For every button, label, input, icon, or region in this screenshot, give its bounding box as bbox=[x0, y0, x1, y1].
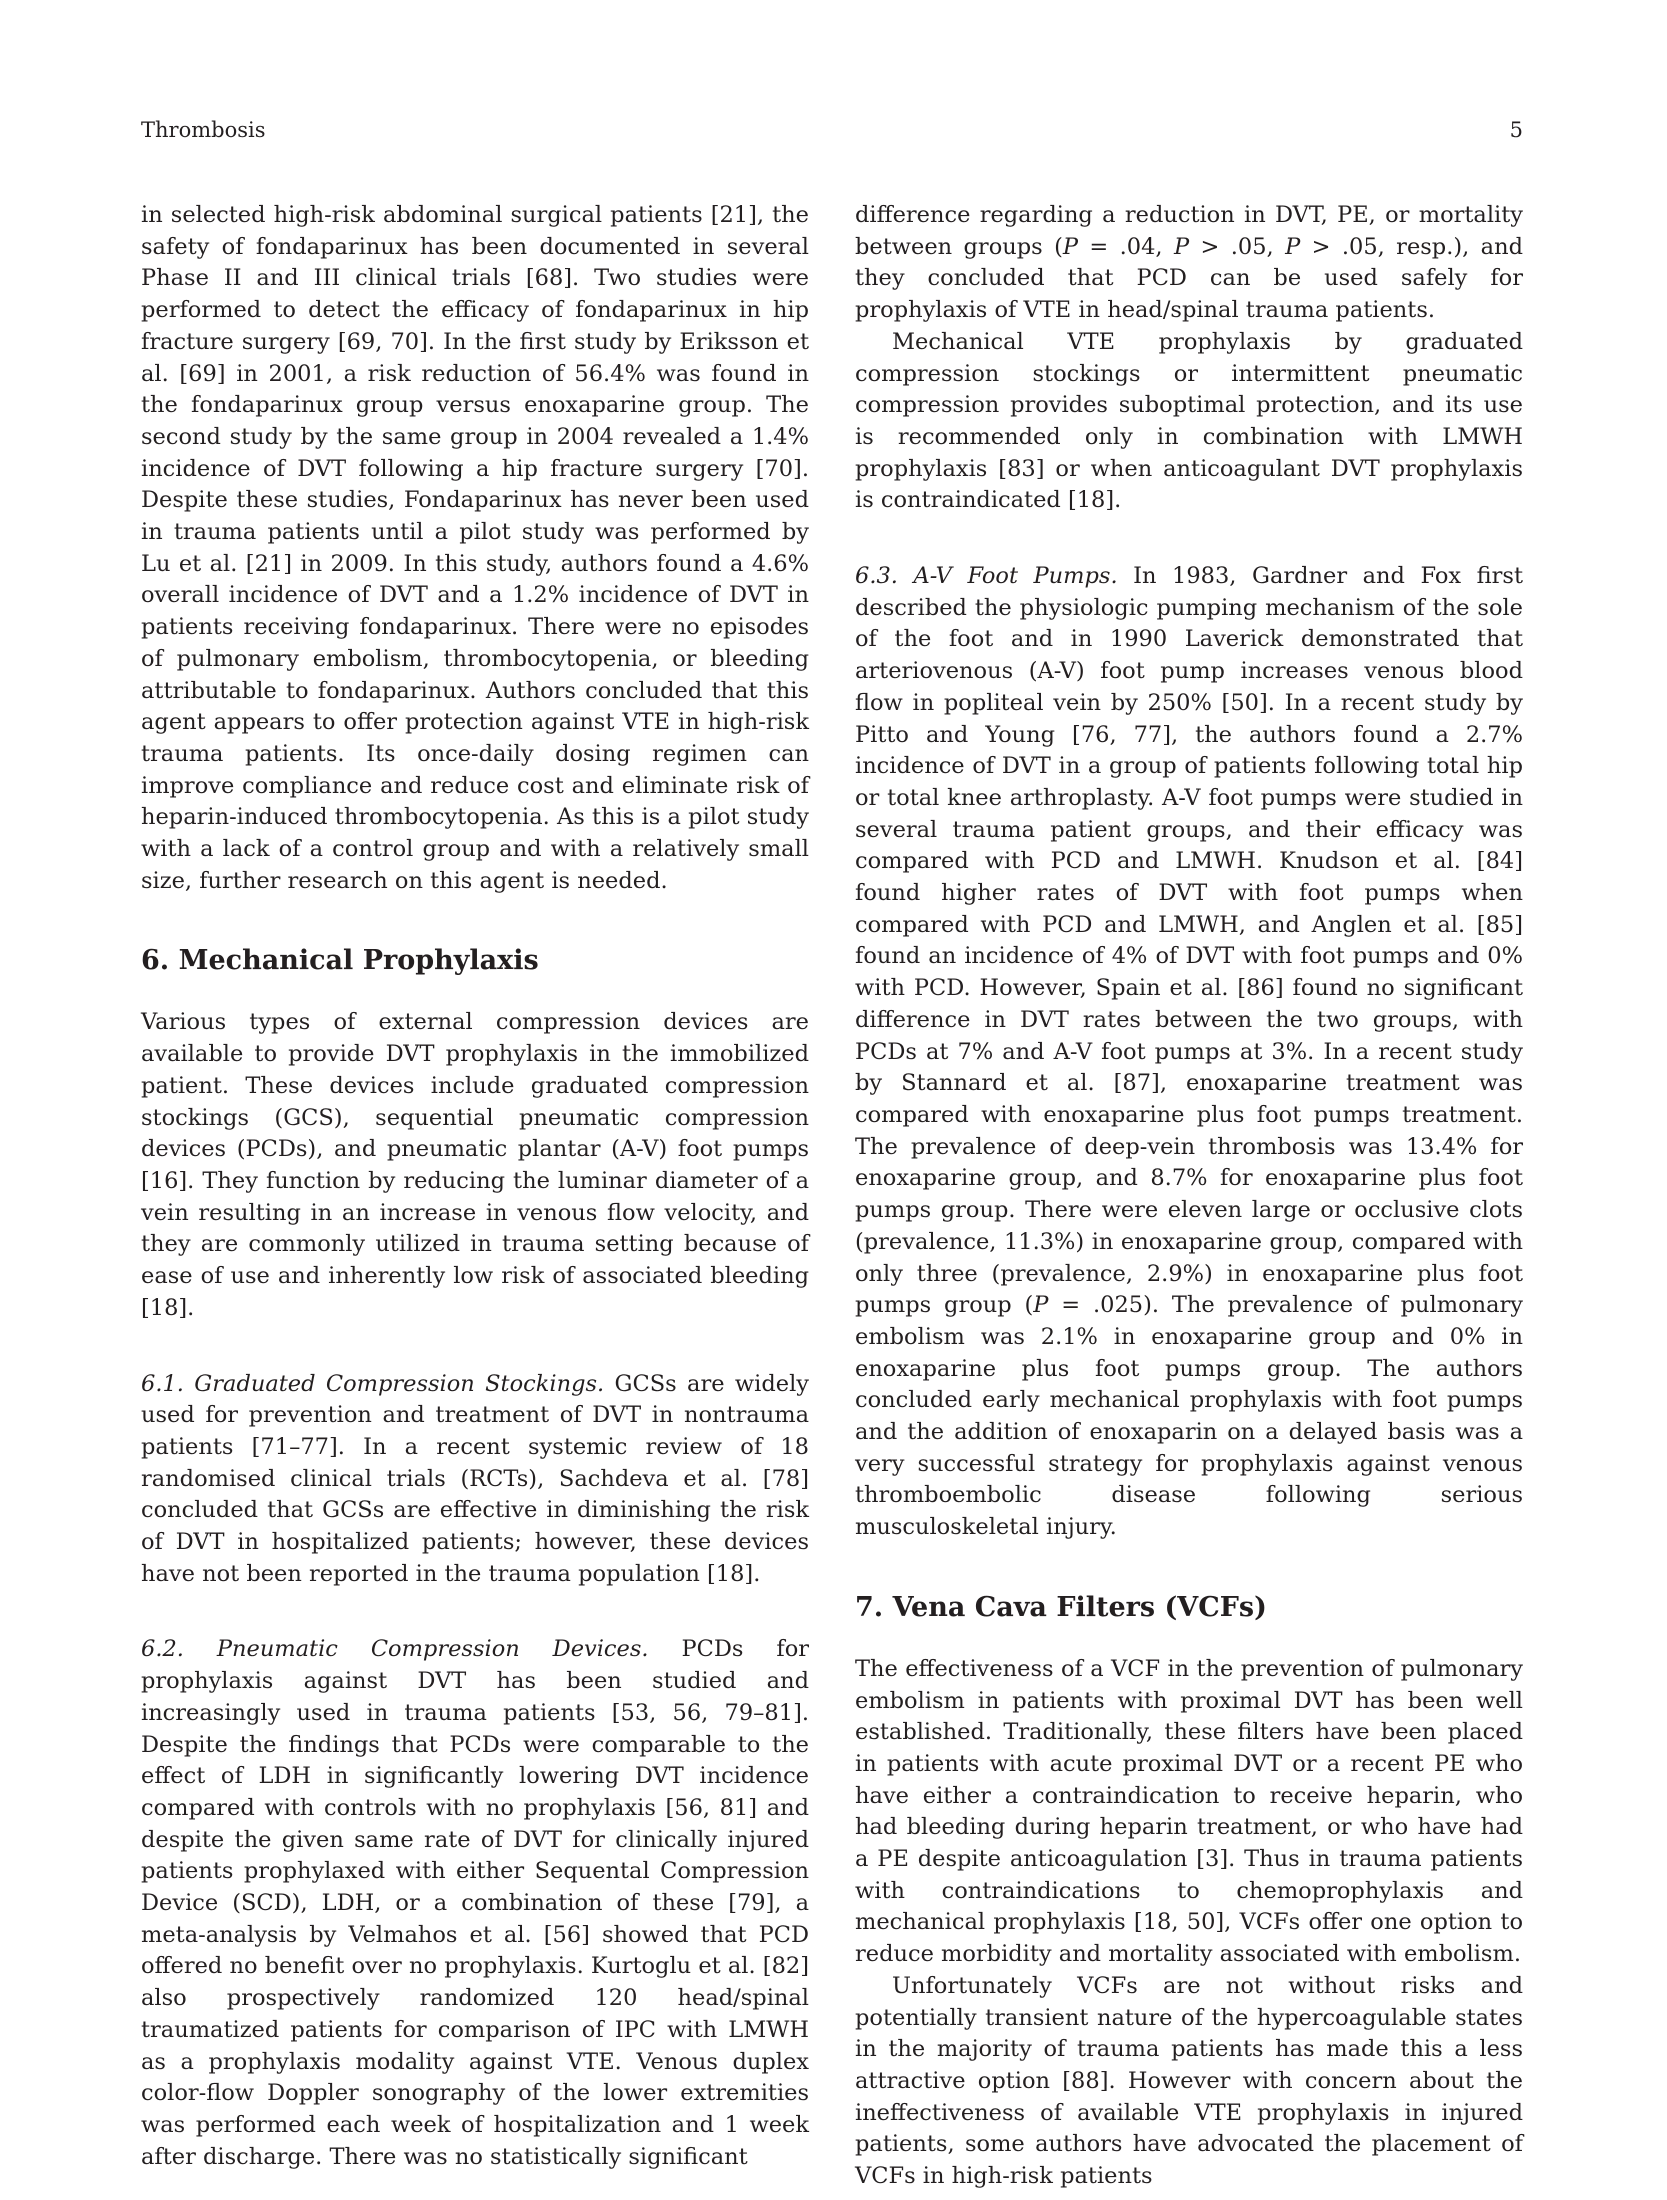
text-run: = .04, bbox=[1078, 233, 1174, 260]
subsection-text-gcs: GCSs are widely used for prevention and treatment of DVT in nontrauma patients [71–77]. In a recent systemic review of 18 randomised clinical trials (RCTs), Sachdeva et al. [78] concluded that GCSs are effective in diminishing the risk of DVT in hospitalized patients; however, these devices have not been reported in the trauma population [18]. bbox=[141, 1370, 809, 1587]
text-run: > .05, resp.), and they concluded that PCD can be used safely for prophylaxis of VTE in head/spinal trauma patients. bbox=[855, 233, 1523, 324]
p-value-symbol: P bbox=[1285, 233, 1301, 260]
paragraph-vcf-risks: Unfortunately VCFs are not without risks and potentially transient nature of the hypercoagulable states in the majority of trauma patients has made this a less attractive option [88]. However with concern about the ineffectiveness of available VTE prophylaxis in injured patients, some authors have advocated the placement of VCFs in high-risk patients bbox=[855, 1972, 1523, 2190]
p-value-symbol: P bbox=[1173, 233, 1190, 260]
text-run: In 1983, Gardner and Fox first described the physiologic pumping mechanism of the sole of the foot and in 1990 Laverick demonstrated that arteriovenous (A-V) foot pump increases venous blood flow in popliteal vein by 250% [50]. In a recent study by Pitto and Young [76, 77], the authors found a 2.7% incidence of DVT in a group of patients following total hip or total knee arthroplasty. A-V foot pumps were studied in several trauma patient groups, and their efficacy was compared with PCD and LMWH. Knudson et al. [84] found higher rates of DVT with foot pumps when compared with PCD and LMWH, and Anglen et al. [85] found an incidence of 4% of DVT with foot pumps and 0% with PCD. However, Spain et al. [86] found no significant difference in DVT rates between the two groups, with PCDs at 7% and A-V foot pumps at 3%. In a recent study by Stannard et al. [87], enoxaparine treatment was compared with enoxaparine plus foot pumps treatment. The prevalence of deep-vein thrombosis was 13.4% for enoxaparine group, and 8.7% for enoxaparine plus foot pumps group. There were eleven large or occlusive clots (prevalence, 11.3%) in enoxaparine group, compared with only three (prevalence, 2.9%) in enoxaparine plus foot pumps group ( bbox=[855, 563, 1523, 1319]
journal-name: Thrombosis bbox=[141, 118, 266, 142]
p-value-symbol: P bbox=[1033, 1292, 1049, 1319]
subsection-title-gcs: 6.1. Graduated Compression Stockings. bbox=[141, 1370, 605, 1397]
p-value-symbol: P bbox=[1062, 233, 1078, 260]
subsection-text-pcd: PCDs for prophylaxis against DVT has been studied and increasingly used in trauma patients [53, 56, 79–81]. Despite the findings that PCDs were comparable to the effect of LDH in significantly lowering DVT incidence compared with controls with no prophylaxis [56, 81] and despite the given same rate of DVT for clinically injured patients prophylaxed with either Sequental Compression Device (SCD), LDH, or a combination of these [79], a meta-analysis by Velmahos et al. [56] showed that PCD offered no benefit over no prophylaxis. Kurtoglu et al. [82] also prospectively randomized 120 head/spinal traumatized patients for comparison of IPC with LMWH as a prophylaxis modality against VTE. Venous duplex color-flow Doppler sonography of the lower extremities was performed each week of hospitalization and 1 week after discharge. There was no statistically significant bbox=[141, 1636, 809, 2170]
text-run: difference regarding a reduction in DVT, PE, or mortality between groups ( bbox=[855, 202, 1523, 260]
paragraph-gcs bbox=[141, 1369, 809, 1591]
right-column bbox=[855, 200, 1523, 2193]
text-run: > .05, bbox=[1189, 233, 1286, 260]
section-title-mechanical-prophylaxis: 6. Mechanical Prophylaxis bbox=[141, 945, 539, 977]
subsection-title-pcd: 6.2. Pneumatic Compression Devices. bbox=[141, 1636, 649, 1663]
paragraph-pcd bbox=[141, 1634, 809, 2173]
left-column bbox=[141, 200, 809, 2173]
paragraph-pcd-continued bbox=[855, 200, 1523, 327]
paragraph-foot-pumps bbox=[855, 561, 1523, 1544]
paragraph-vcf-effectiveness: The effectiveness of a VCF in the prevention of pulmonary embolism in patients with proximal DVT has been well established. Traditionally, these filters have been placed in patients with acute proximal DVT or a recent PE who have either a contraindication to receive heparin, who had bleeding during heparin treatment, or who have had a PE despite anticoagulation [3]. Thus in trauma patients with contraindications to chemoprophylaxis and mechanical prophylaxis [18, 50], VCFs offer one option to reduce morbidity and mortality associated with embolism. bbox=[855, 1655, 1523, 1968]
section-title-vena-cava-filters: 7. Vena Cava Filters (VCFs) bbox=[855, 1591, 1267, 1623]
page-number: 5 bbox=[1509, 118, 1523, 142]
running-header bbox=[141, 118, 1523, 148]
text-run: = .025). The prevalence of pulmonary embolism was 2.1% in enoxaparine group and 0% in enoxaparine plus foot pumps group. The authors concluded early mechanical prophylaxis with foot pumps and the addition of enoxaparin on a delayed basis was a very successful strategy for prophylaxis against venous thromboembolic disease following serious musculoskeletal injury. bbox=[855, 1292, 1523, 1541]
paragraph-compression-devices: Various types of external compression devices are available to provide DVT prophylaxis in the immobilized patient. These devices include graduated compression stockings (GCS), sequential pneumatic compression devices (PCDs), and pneumatic plantar (A-V) foot pumps [16]. They function by reducing the luminar diameter of a vein resulting in an increase in venous flow velocity, and they are commonly utilized in trauma setting because of ease of use and inherently low risk of associated bleeding [18]. bbox=[141, 1009, 809, 1321]
subsection-title-foot-pumps: 6.3. A-V Foot Pumps. bbox=[855, 563, 1118, 590]
paragraph-mechanical-vte: Mechanical VTE prophylaxis by graduated compression stockings or intermittent pneumatic compression provides suboptimal protection, and its use is recommended only in combination with LMWH prophylaxis [83] or when anticoagulant DVT prophylaxis is contraindicated [18]. bbox=[855, 328, 1523, 514]
paragraph-fondaparinux: in selected high-risk abdominal surgical patients [21], the safety of fondaparinux has been documented in several Phase II and III clinical trials [68]. Two studies were performed to detect the efficacy of fondaparinux in hip fracture surgery [69, 70]. In the first study by Eriksson et al. [69] in 2001, a risk reduction of 56.4% was found in the fondaparinux group versus enoxaparine group. The second study by the same group in 2004 revealed a 1.4% incidence of DVT following a hip fracture surgery [70]. Despite these studies, Fondaparinux has never been used in trauma patients until a pilot study was performed by Lu et al. [21] in 2009. In this study, authors found a 4.6% overall incidence of DVT and a 1.2% incidence of DVT in patients receiving fondaparinux. There were no episodes of pulmonary embolism, thrombocytopenia, or bleeding attributable to fondaparinux. Authors concluded that this agent appears to offer protection against VTE in high-risk trauma patients. Its once-daily dosing regimen can improve compliance and reduce cost and eliminate risk of heparin-induced thrombocytopenia. As this is a pilot study with a lack of a control group and with a relatively small size, further research on this agent is needed. bbox=[141, 202, 809, 894]
